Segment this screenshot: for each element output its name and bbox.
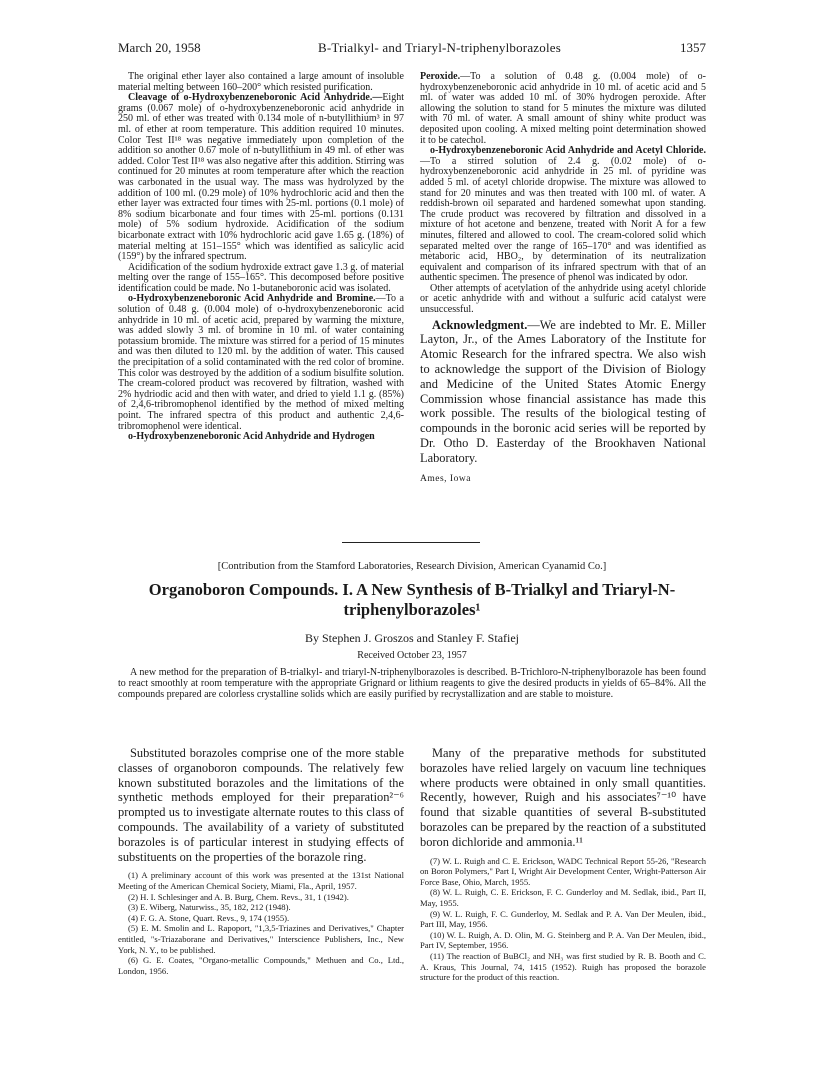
acknowledgment-heading: Acknowledgment.	[432, 317, 528, 332]
article-title: Organoboron Compounds. I. A New Synthesis of B-Trialkyl and Triaryl-N-triphenylborazoles¹	[148, 580, 676, 619]
footnote: (8) W. L. Ruigh, C. E. Erickson, F. C. Gunderloy and M. Sedlak, ibid., Part II, May, 1955.	[420, 887, 706, 908]
paragraph: Acidification of the sodium hydroxide extract gave 1.3 g. of material melting over the range of 155–165°. This decomposed before positive identification could be made. No 1-butaneboronic acid was isolated.	[118, 261, 404, 294]
paragraph	[420, 72, 706, 146]
left-column-upper	[118, 72, 404, 443]
acknowledgment	[420, 318, 706, 466]
abstract-text: A new method for the preparation of B-trialkyl- and triaryl-N-triphenylborazoles is described. B-Trichloro-N-triphenylborazole has been found to react smoothly at room temperature with the appropriate Grignard or lithium reagents to give the desired products in yields of 65–84%. All the compounds prepared are colorless crystalline solids which are easily purified by recrystallization and are stable to moisture.	[118, 667, 706, 700]
paragraph-body: —To a solution of 0.48 g. (0.004 mole) of o-hydroxybenzeneboronic acid anhydride in 10 ml. of acetic acid, prepared by warming the mixture, was added slowly 3 ml. of bromine in 10 ml. of water containing potassium bromide. The mixture was stirred for a period of 15 minutes and was then diluted to 120 ml. by the addition of water. This caused the precipitation of a solid contaminated with the red color of bromine. This color was destroyed by the addition of a sodium bisulfite solution. The cream-colored product was recovered by filtration, washed with 2% hydriodic acid and then with water, and dried to yield 1.1 g. (85%) of 2,4,6-tribromophenol identified by the method of mixed melting point. The infrared spectra of this product and authentic 2,4,6-tribromophenol were identical.	[118, 293, 404, 432]
footnote: (10) W. L. Ruigh, A. D. Olin, M. G. Steinberg and P. A. Van Der Meulen, ibid., Part IV, September, 1956.	[420, 929, 706, 951]
footnotes-left	[118, 870, 404, 976]
footnote: (7) W. L. Ruigh and C. E. Erickson, WADC Technical Report 55-26, "Research on Boron Polymers," Part I, Wright Air Development Center, Wright-Patterson Air Force Base, Ohio, March, 1955.	[420, 855, 706, 887]
acknowledgment-body: —We are indebted to Mr. E. Miller Layton, Jr., of the Ames Laboratory of the Institute for Atomic Research for the infrared spectra. We also wish to acknowledge the support of the Division of Biology and Medicine of the United States Atomic Energy Commission whose financial assistance has made this work possible. The results of the biological testing of compounds in the boronic acid series will be reported by Dr. Otho D. Easterday of the Brookhaven National Laboratory.	[420, 317, 706, 465]
paragraph: Other attempts of acetylation of the anhydride using acetyl chloride or acetic anhydride with and without a sulfuric acid catalyst were unsuccessful.	[420, 282, 706, 316]
section-heading: Cleavage of o-Hydroxybenzeneboronic Acid Anhydride.—	[128, 92, 383, 104]
left-column-lower	[118, 746, 404, 976]
contribution-line: [Contribution from the Stamford Laboratories, Research Division, American Cyanamid Co.]	[217, 561, 607, 572]
body-paragraph: Substituted borazoles comprise one of the more stable classes of organoboron compounds. The relatively few known substituted borazoles and the limitations of the synthetic methods employed for their preparation²⁻⁶ prompted us to investigate alternate routes to this class of compounds. The availability of a variety of substituted borazoles is of particular interest in studying effects of substituents on the properties of the borazole ring.	[118, 746, 404, 864]
footnote: (4) F. G. A. Stone, Quart. Revs., 9, 174 (1955).	[128, 912, 290, 923]
paragraph: The original ether layer also contained a large amount of insoluble material melting between 160–200° which resisted purification.	[118, 71, 404, 93]
paragraph	[118, 93, 404, 263]
footnote: (5) E. M. Smolin and L. Rapoport, "1,3,5-Triazines and Derivatives," Chapter entitled, "s-Triazaborane and Derivatives," Interscience Publishers, Inc., New York, N. Y., to be published.	[118, 923, 404, 955]
paragraph-body: —To a solution of 0.48 g. (0.004 mole) of o-hydroxybenzeneboronic acid anhydride in 10 ml. of acetic acid and 5 ml. of water was added 10 ml. of 30% hydrogen peroxide. After allowing the solution to stand for 5 minutes the mixture was diluted with 70 ml. of water. A small amount of shiny white product was deposited upon cooling. A mixed melting point determination showed it to be catechol.	[420, 71, 706, 146]
section-heading: o-Hydroxybenzeneboronic Acid Anhydride and Hydrogen	[128, 431, 375, 443]
section-divider	[342, 542, 480, 543]
footnote: (11) The reaction of BuBCl₂ and NH₃ was first studied by R. B. Booth and C. A. Kraus, This Journal, 74, 1415 (1952). Ruigh has proposed the borazole structure for the product of this reaction.	[420, 950, 706, 983]
footnote: (6) G. E. Coates, "Organo-metallic Compounds," Methuen and Co., Ltd., London, 1956.	[118, 955, 404, 976]
header-date: March 20, 1958	[118, 40, 201, 55]
body-paragraph: Many of the preparative methods for substituted borazoles have relied largely on vacuum line techniques where products were obtained in only small quantities. Recently, however, Ruigh and his associates⁷⁻¹⁰ have found that sizable quantities of several B-substituted borazoles can be prepared by the reaction of a substituted boron dichloride and ammonia.¹¹	[420, 746, 706, 849]
footnotes-right	[420, 856, 706, 983]
paragraph	[420, 146, 706, 284]
article-authors: By Stephen J. Groszos and Stanley F. Stafiej	[304, 631, 520, 645]
right-column-lower	[420, 746, 706, 983]
right-column-upper	[420, 72, 706, 484]
paragraph	[118, 432, 404, 443]
running-header	[118, 40, 706, 56]
header-page-number: 1357	[680, 40, 706, 55]
footnote: (9) W. L. Ruigh, F. C. Gunderloy, M. Sedlak and P. A. Van Der Meulen, ibid., Part III, May, 1956.	[420, 908, 706, 930]
footnote: (2) H. I. Schlesinger and A. B. Burg, Chem. Revs., 31, 1 (1942).	[128, 891, 349, 902]
section-heading: Peroxide.	[420, 71, 461, 82]
abstract	[118, 668, 706, 701]
paragraph	[118, 294, 404, 432]
section-heading: o-Hydroxybenzeneboronic Acid Anhydride and Acetyl Chloride.	[430, 145, 706, 157]
header-running-title: B-Trialkyl- and Triaryl-N-triphenylborazoles	[318, 40, 562, 55]
paragraph-body: —To a stirred solution of 2.4 g. (0.02 mole) of o-hydroxybenzeneboronic acid anhydride in 25 ml. of pyridine was added 5 ml. of acetyl chloride dropwise. The mixture was allowed to stand for 20 minutes and was then treated with 100 ml. of water. A reddish-brown oil separated and hardened somewhat upon standing. The crude product was recovered by filtration and dissolved in a mixture of hot acetone and benzene, treated with Norit A for a few minutes, filtered and allowed to cool. The cream-colored solid which separated melted over the range of 165–170° and was identified as metaboric acid, HBO₂, by determination of its neutralization equivalent and comparison of its infrared spectrum with that of an authentic specimen. The presence of phenol was indicated by odor.	[420, 155, 706, 284]
location: Ames, Iowa	[420, 473, 471, 484]
footnote: (1) A preliminary account of this work was presented at the 131st National Meeting of the American Chemical Society, Miami, Fla., April, 1957.	[118, 870, 404, 891]
paragraph-body: Eight grams (0.067 mole) of o-hydroxybenzeneboronic acid anhydride in 250 ml. of ether was treated with 0.134 mole of n-butyllithium³ in 97 ml. of ether at room temperature. This addition required 10 minutes. Color Test II¹⁸ was negative immediately upon completion of the addition so another 0.67 mole of n-butyllithium in 49 ml. of ether was added. Color Test II¹⁸ was also negative after this addition. Stirring was continued for 20 minutes at room temperature after which the reaction was carbonated in the usual way. The mass was hydrolyzed by the addition of 100 ml. (0.29 mole) of 10% hydrochloric acid and then the ether layer was extracted four times with 25-ml. portions (0.1 mole) of 8% sodium bicarbonate and four times with 25-ml. portions (0.131 mole) of 5% sodium hydroxide. Acidification of the sodium bicarbonate extract with 10% hydrochloric acid gave 1.65 g. (18%) of material melting at 151–155° which was identified as salicylic acid (159°) by the infrared spectrum.	[118, 92, 404, 263]
received-date: Received October 23, 1957	[357, 650, 467, 661]
footnote: (3) E. Wiberg, Naturwiss., 35, 182, 212 (1948).	[128, 902, 291, 913]
section-heading: o-Hydroxybenzeneboronic Acid Anhydride and Bromine.	[128, 293, 376, 305]
